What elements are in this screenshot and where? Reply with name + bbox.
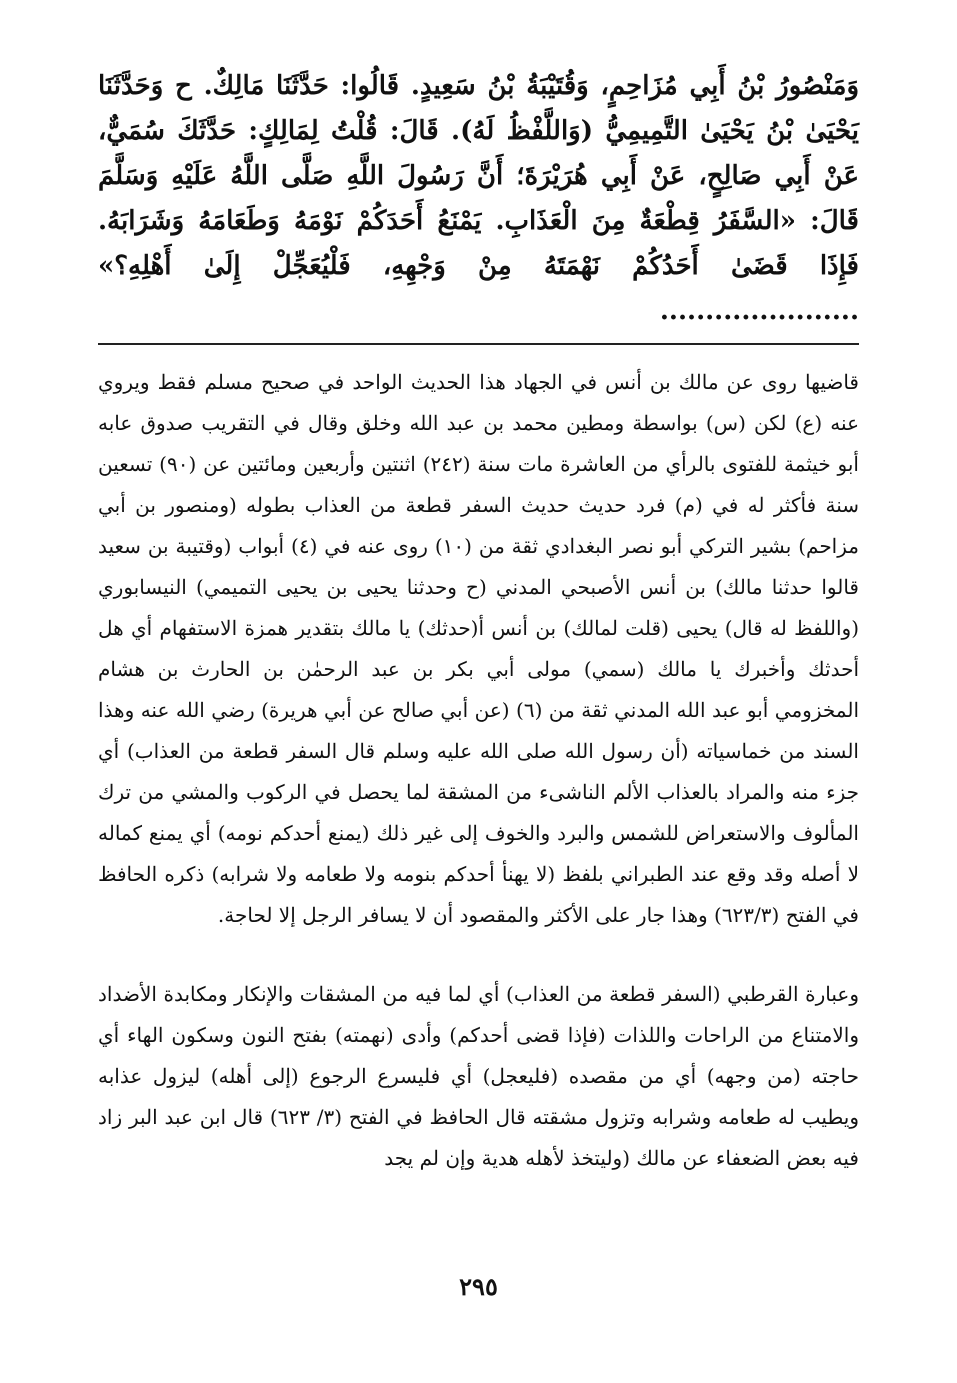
commentary-section [98,362,859,1179]
page-number: ٢٩٥ [459,1272,498,1301]
commentary-paragraph-2: وعبارة القرطبي (السفر قطعة من العذاب) أي لما فيه من المشقات والإنكار ومكابدة الأضداد والامتناع من الراحات واللذات (فإذا قضى أحدكم) وأدى (نهمته) بفتح النون وسكون الهاء أي حاجته (من وجهه) أي من مقصده (فليعجل) أي فليسرع الرجوع (إلى أهله) ليزول عذابه ويطيب له طعامه وشرابه وتزول مشقته قال الحافظ في الفتح (٣/ ٦٢٣) قال ابن عبد البر زاد فيه بعض الضعفاء عن مالك (وليتخذ لأهله هدية وإن لم يجد [98,982,860,1170]
hadith-text: وَمَنْصُورُ بْنُ أَبِي مُزَاحِمٍ، وَقُتَيْبَةُ بْنُ سَعِيدٍ. قَالُوا: حَدَّثَنَا مَالِكٌ. ح وَحَدَّثَنَا يَحْيَىٰ بْنُ يَحْيَىٰ التَّمِيمِيُّ (وَاللَّفْظُ لَهُ). قَالَ: قُلْتُ لِمَالِكٍ: حَدَّثَكَ سُمَيٌّ، عَنْ أَبِي صَالِحٍ، عَنْ أَبِي هُرَيْرَةَ؛ أَنَّ رَسُولَ اللَّهِ صَلَّى اللَّهُ عَلَيْهِ وَسَلَّمَ قَالَ: «السَّفَرُ قِطْعَةٌ مِنَ الْعَذَابِ. يَمْنَعُ أَحَدَكُمْ نَوْمَهُ وَطَعَامَهُ وَشَرَابَهُ. فَإِذَا قَضَىٰ أَحَدُكُمْ نَهْمَتَهُ مِنْ وَجْهِهِ، فَلْيُعَجِّلْ إِلَىٰ أَهْلِهِ؟» ...................... [98,71,859,326]
footnote-divider [98,343,859,345]
commentary-paragraph-1: قاضيها روى عن مالك بن أنس في الجهاد هذا الحديث الواحد في صحيح مسلم فقط ويروي عنه (ع) لكن (س) بواسطة ومطين محمد بن عبد الله وخلق وقال في التقريب صدوق عابه أبو خيثمة للفتوى بالرأي من العاشرة مات سنة (٢٤٢) اثنتين وأربعين ومائتين عن (٩٠) تسعين سنة فأكثر له في (م) فرد حديث حديث السفر قطعة من العذاب بطوله (ومنصور بن أبي مزاحم) بشير التركي أبو نصر البغدادي ثقة من (١٠) روى عنه في (٤) أبواب (وقتيبة بن سعيد قالوا حدثنا مالك) بن أنس الأصبحي المدني (ح وحدثنا يحيى بن يحيى التميمي) النيسابوري (واللفظ له قال) يحيى (قلت لمالك) بن أنس أ(حدثك) يا مالك بتقدير همزة الاستفهام أي هل أحدثك وأخبرك يا مالك (سمي) مولى أبي بكر بن عبد الرحمٰن بن الحارث بن هشام المخزومي أبو عبد الله المدني ثقة من (٦) (عن أبي صالح عن أبي هريرة) رضي الله عنه وهذا السند من خماسياته (أن رسول الله صلى الله عليه وسلم قال السفر قطعة من العذاب) أي جزء منه والمراد بالعذاب الألم الناشىء من المشقة لما يحصل في الركوب والمشي من ترك المألوف والاستعراض للشمس والبرد والخوف إلى غير ذلك (يمنع أحدكم نومه) أي يمنع كماله لا أصله وقد وقع عند الطبراني بلفظ (لا يهنأ أحدكم بنومه ولا طعامه ولا شرابه) ذكره الحافظ في الفتح (٦٢٣/٣) وهذا جار على الأكثر والمقصود أن لا يسافر الرجل إلا لحاجة. [98,370,859,927]
